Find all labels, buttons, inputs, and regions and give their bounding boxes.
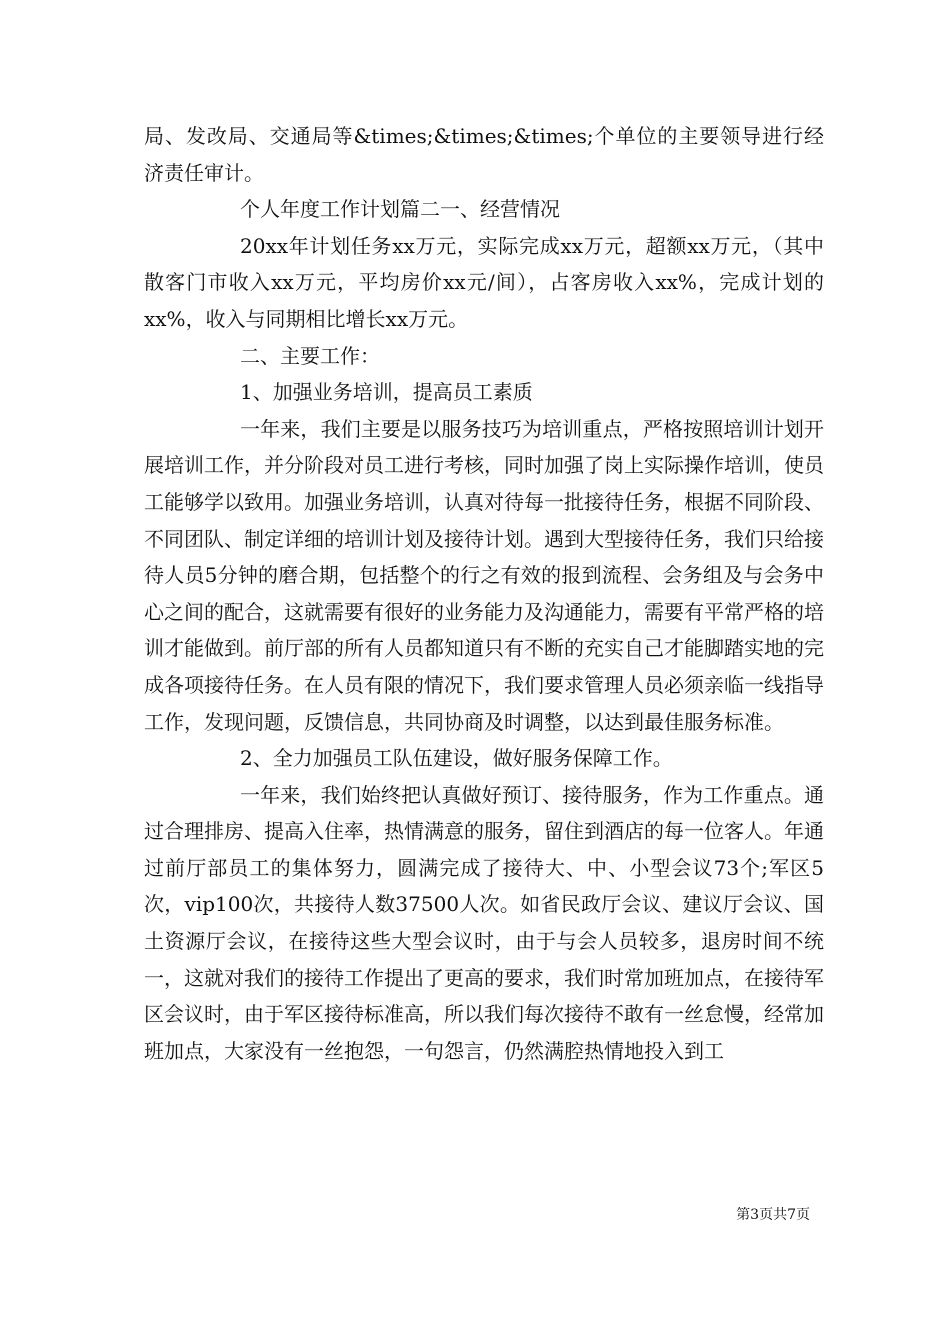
document-body (144, 118, 824, 1069)
paragraph-team-building: 一年来，我们始终把认真做好预订、接待服务，作为工作重点。通过合理排房、提高入住率，热情满意的服务，留住到酒店的每一位客人。年通过前厅部员工的集体努力，圆满完成了接待大、中、小型会议73个;军区5次，vip100次，共接待人数37500人次。如省民政厅会议、建议厅会议、国土资源厅会议，在接待这些大型会议时，由于与会人员较多，退房时间不统一，这就对我们的接待工作提出了更高的要求，我们时常加班加点，在接待军区会议时，由于军区接待标准高，所以我们每次接待不敢有一丝怠慢，经常加班加点，大家没有一丝抱怨，一句怨言，仍然满腔热情地投入到工 (144, 782, 824, 1063)
paragraph-continuation: 局、发改局、交通局等&times;&times;&times;个单位的主要领导进行经济责任审计。 (144, 124, 824, 185)
subheading-team-building: 2、全力加强员工队伍建设，做好服务保障工作。 (240, 746, 673, 771)
section-heading-business-status: 个人年度工作计划篇二一、经营情况 (240, 197, 560, 222)
subheading-training: 1、加强业务培训，提高员工素质 (240, 380, 533, 405)
paragraph-training: 一年来，我们主要是以服务技巧为培训重点，严格按照培训计划开展培训工作，并分阶段对员工进行考核，同时加强了岗上实际操作培训，使员工能够学以致用。加强业务培训，认真对待每一批接待任务，根据不同阶段、不同团队、制定详细的培训计划及接待计划。遇到大型接待任务，我们只给接待人员5分钟的磨合期，包括整个的行之有效的报到流程、会务组及与会务中心之间的配合，这就需要有很好的业务能力及沟通能力，需要有平常严格的培训才能做到。前厅部的所有人员都知道只有不断的充实自己才能脚踏实地的完成各项接待任务。在人员有限的情况下，我们要求管理人员必须亲临一线指导工作，发现问题，反馈信息，共同协商及时调整，以达到最佳服务标准。 (144, 416, 824, 734)
paragraph-business-figures: 20xx年计划任务xx万元，实际完成xx万元，超额xx万元，（其中散客门市收入xx万元，平均房价xx元/间），占客房收入xx%，完成计划的xx%，收入与同期相比增长xx万元。 (144, 233, 824, 331)
section-heading-main-work: 二、主要工作： (240, 343, 380, 368)
page-number: 第3页共7页 (736, 1207, 810, 1223)
